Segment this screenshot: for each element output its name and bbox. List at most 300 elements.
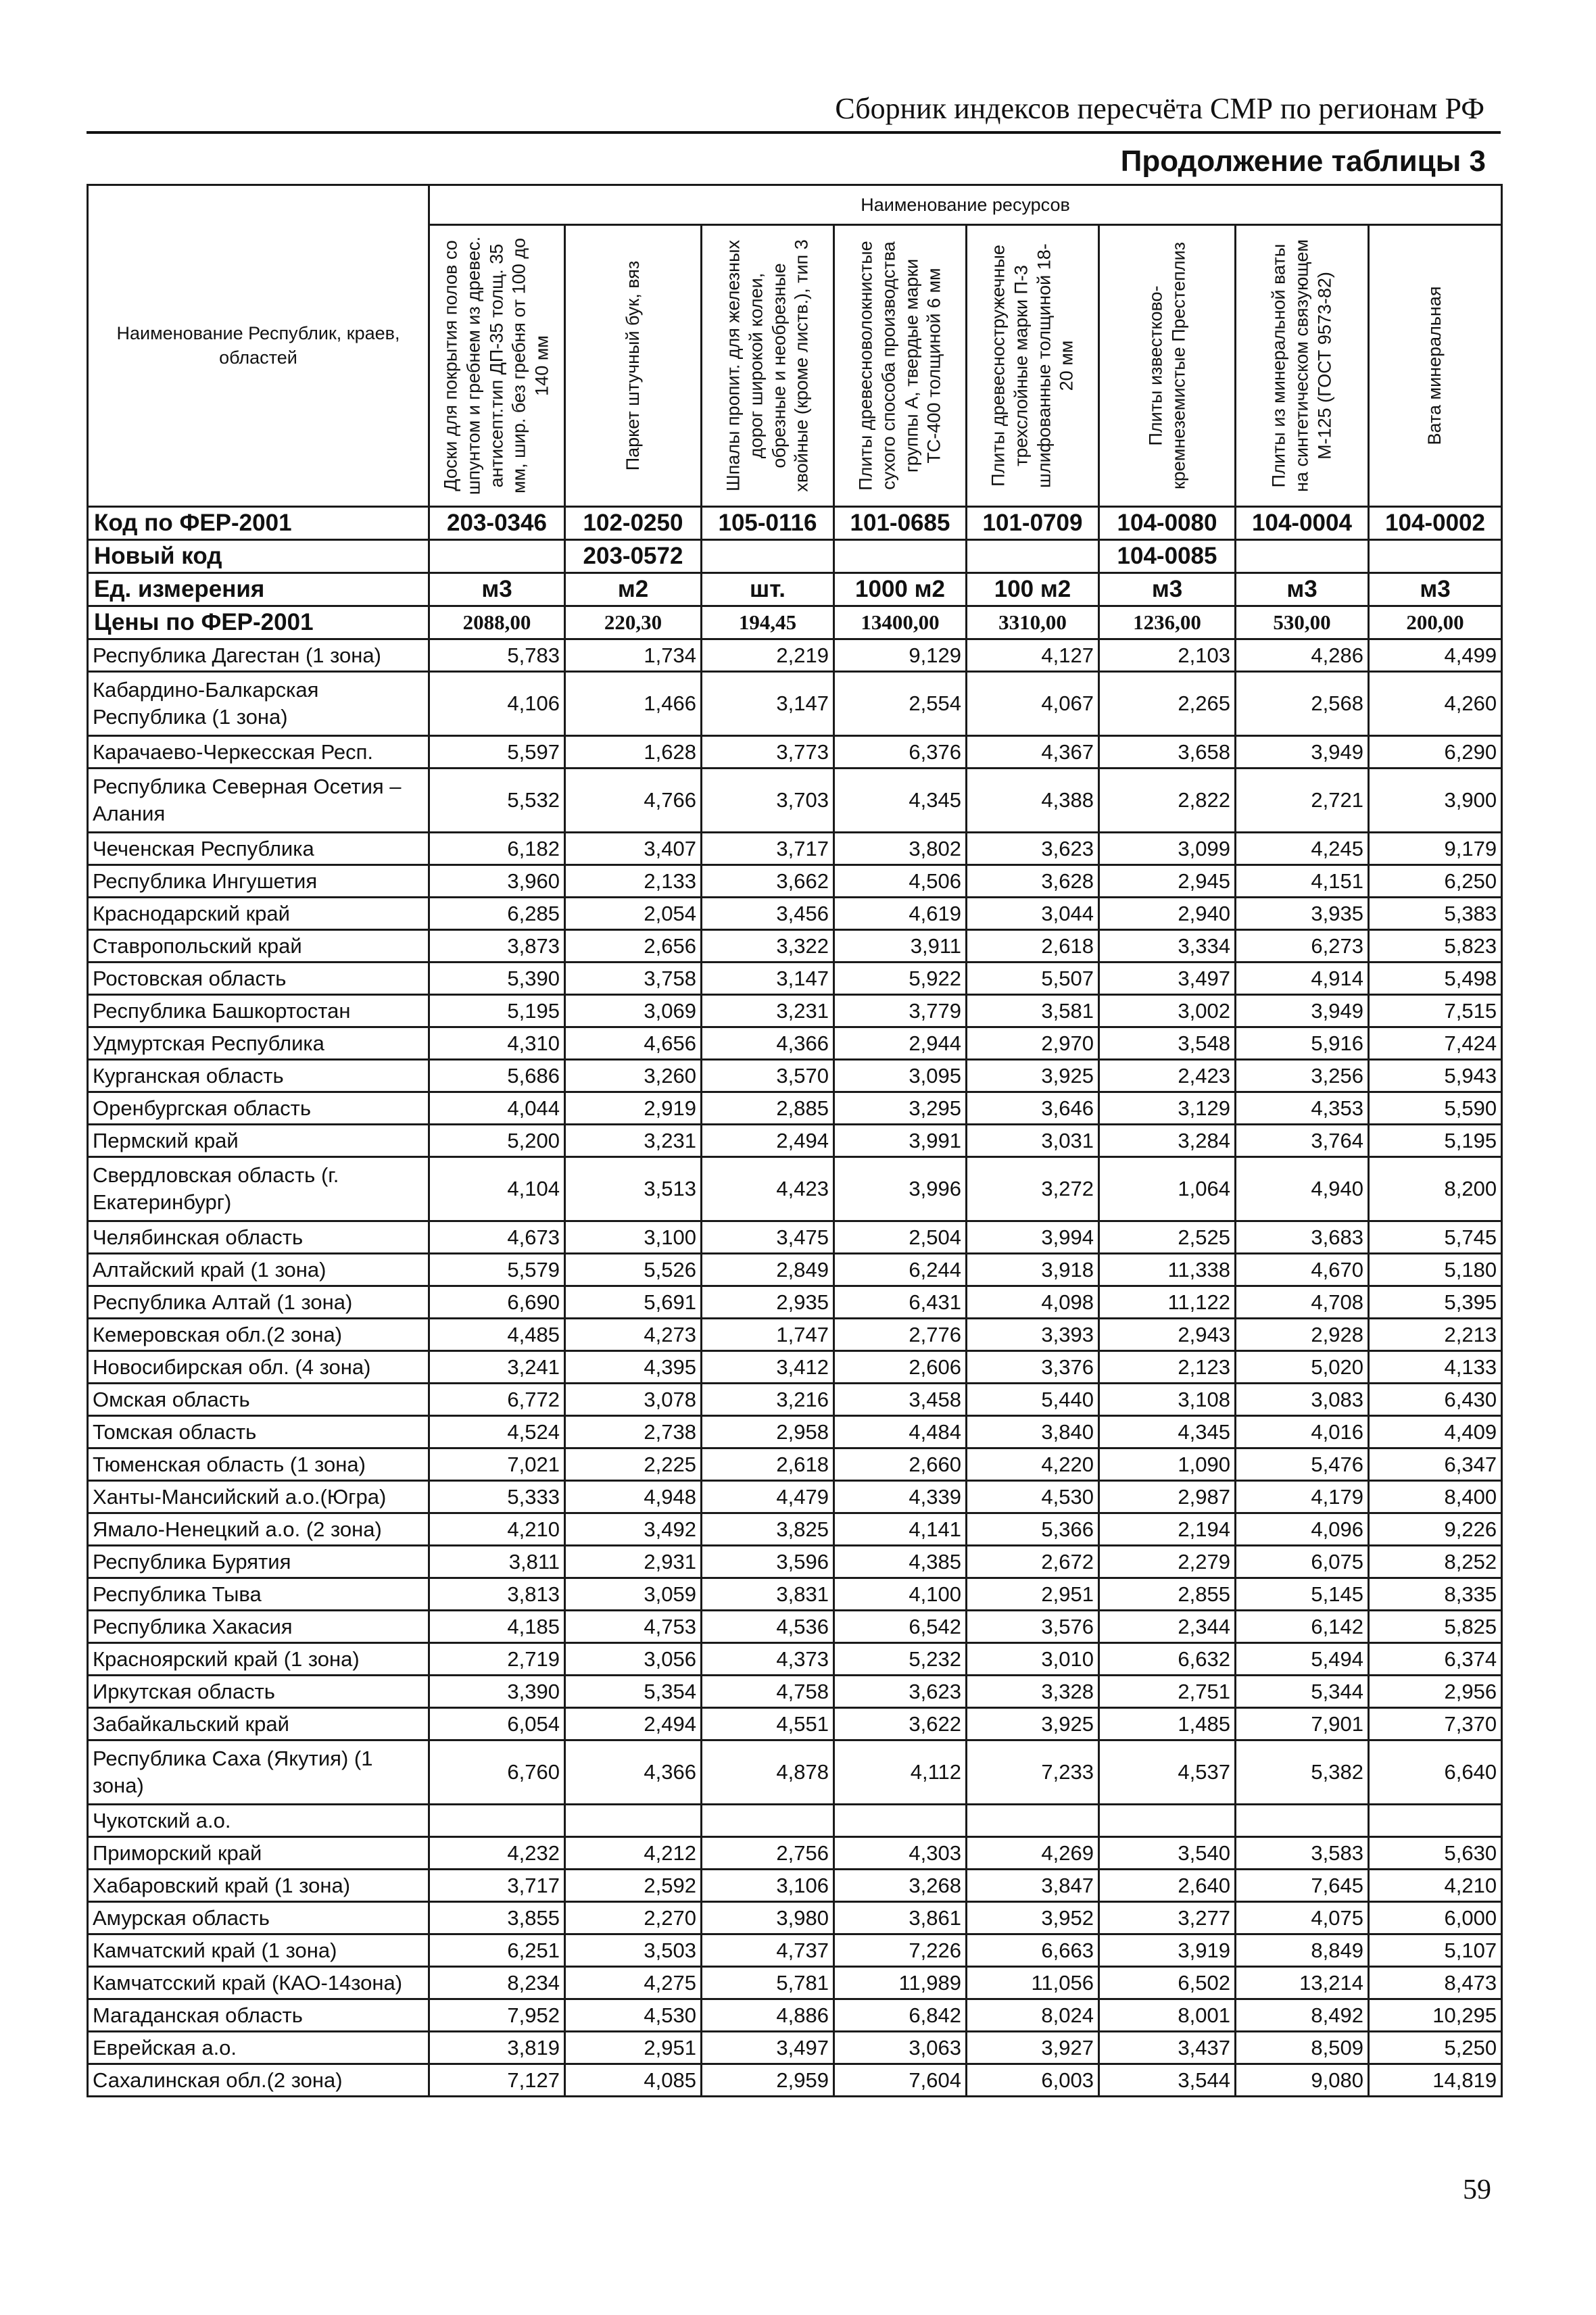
new-code-label: Новый код (88, 540, 429, 573)
index-value-cell: 2,956 (1369, 1676, 1502, 1708)
index-value-cell: 3,095 (834, 1060, 967, 1092)
index-value-cell: 2,885 (702, 1092, 834, 1125)
index-value-cell: 5,498 (1369, 962, 1502, 995)
index-value-cell: 5,943 (1369, 1060, 1502, 1092)
index-value-cell: 5,250 (1369, 2032, 1502, 2064)
resource-column-header (834, 225, 967, 507)
index-value-cell: 4,366 (565, 1740, 702, 1805)
table-row (88, 1157, 1502, 1221)
index-value-cell: 4,367 (967, 736, 1099, 769)
index-value-cell: 11,122 (1099, 1286, 1236, 1319)
index-value-cell: 2,133 (565, 865, 702, 898)
new-code-cell (1236, 540, 1369, 573)
index-value-cell: 2,721 (1236, 769, 1369, 833)
index-value-cell: 3,277 (1099, 1902, 1236, 1934)
region-name-cell: Республика Северная Осетия – Алания (88, 769, 429, 833)
index-value-cell: 3,628 (967, 865, 1099, 898)
unit-cell: м3 (1236, 573, 1369, 606)
index-value-cell: 4,656 (565, 1027, 702, 1060)
region-name-cell: Удмуртская Республика (88, 1027, 429, 1060)
index-value-cell: 3,802 (834, 833, 967, 865)
index-value-cell: 4,106 (429, 672, 565, 736)
index-value-cell: 2,951 (967, 1578, 1099, 1611)
index-value-cell: 2,606 (834, 1351, 967, 1384)
index-value-cell: 8,234 (429, 1967, 565, 1999)
index-value-cell: 2,672 (967, 1546, 1099, 1578)
region-name-cell: Пермский край (88, 1125, 429, 1157)
index-value-cell: 5,366 (967, 1513, 1099, 1546)
index-value-cell: 3,272 (967, 1157, 1099, 1221)
index-value-cell: 2,951 (565, 2032, 702, 2064)
table-row (88, 1805, 1502, 1837)
region-name-cell: Омская область (88, 1384, 429, 1416)
index-value-cell: 2,554 (834, 672, 967, 736)
region-name-cell: Курганская область (88, 1060, 429, 1092)
index-value-cell: 5,383 (1369, 898, 1502, 930)
index-value-cell: 9,080 (1236, 2064, 1369, 2097)
index-value-cell (429, 1805, 565, 1837)
index-value-cell: 2,756 (702, 1837, 834, 1870)
unit-cell: м3 (1099, 573, 1236, 606)
unit-cell: шт. (702, 573, 834, 606)
price-row (88, 606, 1502, 639)
index-value-cell: 11,338 (1099, 1254, 1236, 1286)
index-value-cell: 4,388 (967, 769, 1099, 833)
resource-index-table (87, 184, 1503, 2097)
table-row (88, 1221, 1502, 1254)
table-continuation-title: Продолжение таблицы 3 (1120, 145, 1486, 178)
region-name-cell: Иркутская область (88, 1676, 429, 1708)
index-value-cell: 1,064 (1099, 1157, 1236, 1221)
index-value-cell: 4,016 (1236, 1416, 1369, 1448)
new-code-cell (702, 540, 834, 573)
region-name-cell: Алтайский край (1 зона) (88, 1254, 429, 1286)
index-value-cell: 6,663 (967, 1934, 1099, 1967)
index-value-cell: 3,334 (1099, 930, 1236, 962)
index-value-cell: 6,430 (1369, 1384, 1502, 1416)
index-value-cell: 2,928 (1236, 1319, 1369, 1351)
table-row (88, 672, 1502, 736)
index-value-cell: 3,083 (1236, 1384, 1369, 1416)
index-value-cell: 6,142 (1236, 1611, 1369, 1643)
index-value-cell: 4,373 (702, 1643, 834, 1676)
index-value-cell: 4,112 (834, 1740, 967, 1805)
index-value-cell: 4,104 (429, 1157, 565, 1221)
index-value-cell: 5,180 (1369, 1254, 1502, 1286)
price-cell: 3310,00 (967, 606, 1099, 639)
index-value-cell: 3,260 (565, 1060, 702, 1092)
index-value-cell: 3,847 (967, 1870, 1099, 1902)
index-value-cell: 4,673 (429, 1221, 565, 1254)
index-value-cell: 3,825 (702, 1513, 834, 1546)
index-value-cell: 5,354 (565, 1676, 702, 1708)
index-value-cell: 5,526 (565, 1254, 702, 1286)
index-value-cell: 5,532 (429, 769, 565, 833)
index-value-cell: 2,054 (565, 898, 702, 930)
index-value-cell: 4,948 (565, 1481, 702, 1513)
index-value-cell: 2,219 (702, 639, 834, 672)
index-value-cell: 6,182 (429, 833, 565, 865)
index-value-cell: 3,935 (1236, 898, 1369, 930)
region-name-cell: Камчатсский край (КАО-14зона) (88, 1967, 429, 1999)
index-value-cell: 3,458 (834, 1384, 967, 1416)
index-value-cell: 3,059 (565, 1578, 702, 1611)
index-value-cell: 3,256 (1236, 1060, 1369, 1092)
table-row (88, 2064, 1502, 2097)
region-name-cell: Республика Башкортостан (88, 995, 429, 1027)
resource-column-header (967, 225, 1099, 507)
index-value-cell: 3,570 (702, 1060, 834, 1092)
index-value-cell: 4,506 (834, 865, 967, 898)
table-row (88, 833, 1502, 865)
table-row (88, 1513, 1502, 1546)
index-value-cell: 3,044 (967, 898, 1099, 930)
region-name-cell: Республика Ингушетия (88, 865, 429, 898)
index-value-cell: 3,925 (967, 1708, 1099, 1740)
unit-cell: 1000 м2 (834, 573, 967, 606)
index-value-cell: 3,576 (967, 1611, 1099, 1643)
index-value-cell: 4,878 (702, 1740, 834, 1805)
resource-column-header (1099, 225, 1236, 507)
region-name-cell: Камчатский край (1 зона) (88, 1934, 429, 1967)
index-value-cell: 2,270 (565, 1902, 702, 1934)
index-value-cell: 4,485 (429, 1319, 565, 1351)
index-value-cell: 4,212 (565, 1837, 702, 1870)
index-value-cell: 3,813 (429, 1578, 565, 1611)
fer-code-cell: 104-0002 (1369, 507, 1502, 540)
table-row (88, 769, 1502, 833)
index-value-cell: 8,200 (1369, 1157, 1502, 1221)
index-value-cell: 4,085 (565, 2064, 702, 2097)
resource-column-label: Плиты известково-кремнеземистые Престеплиз (1144, 241, 1188, 490)
index-value-cell: 3,996 (834, 1157, 967, 1221)
index-value-cell (565, 1805, 702, 1837)
index-value-cell: 3,980 (702, 1902, 834, 1934)
index-value-cell: 3,622 (834, 1708, 967, 1740)
index-value-cell: 3,497 (702, 2032, 834, 2064)
table-row (88, 1448, 1502, 1481)
index-value-cell: 3,683 (1236, 1221, 1369, 1254)
region-name-cell: Магаданская область (88, 1999, 429, 2032)
table-row (88, 1643, 1502, 1676)
index-value-cell: 3,390 (429, 1676, 565, 1708)
index-value-cell: 4,133 (1369, 1351, 1502, 1384)
index-value-cell: 7,901 (1236, 1708, 1369, 1740)
index-value-cell: 5,579 (429, 1254, 565, 1286)
index-value-cell: 4,100 (834, 1578, 967, 1611)
index-value-cell: 3,779 (834, 995, 967, 1027)
index-value-cell: 9,226 (1369, 1513, 1502, 1546)
table-row (88, 930, 1502, 962)
index-value-cell: 2,592 (565, 1870, 702, 1902)
index-value-cell: 2,935 (702, 1286, 834, 1319)
index-value-cell: 6,842 (834, 1999, 967, 2032)
region-name-cell: Кемеровская обл.(2 зона) (88, 1319, 429, 1351)
index-value-cell: 4,886 (702, 1999, 834, 2032)
index-value-cell: 3,918 (967, 1254, 1099, 1286)
region-name-cell: Еврейская а.о. (88, 2032, 429, 2064)
index-value-cell: 3,581 (967, 995, 1099, 1027)
index-value-cell (702, 1805, 834, 1837)
index-value-cell: 3,063 (834, 2032, 967, 2064)
table-row (88, 736, 1502, 769)
index-value-cell: 8,252 (1369, 1546, 1502, 1578)
index-value-cell: 2,279 (1099, 1546, 1236, 1578)
new-code-cell (967, 540, 1099, 573)
region-name-cell: Забайкальский край (88, 1708, 429, 1740)
resource-column-header (429, 225, 565, 507)
index-value-cell: 4,098 (967, 1286, 1099, 1319)
index-value-cell: 4,940 (1236, 1157, 1369, 1221)
index-value-cell: 4,345 (1099, 1416, 1236, 1448)
index-value-cell: 7,424 (1369, 1027, 1502, 1060)
index-value-cell: 7,021 (429, 1448, 565, 1481)
index-value-cell: 3,078 (565, 1384, 702, 1416)
index-value-cell: 4,232 (429, 1837, 565, 1870)
index-value-cell: 6,054 (429, 1708, 565, 1740)
index-value-cell: 7,515 (1369, 995, 1502, 1027)
table-row (88, 898, 1502, 930)
table-row (88, 1481, 1502, 1513)
index-value-cell: 2,987 (1099, 1481, 1236, 1513)
region-name-cell: Хабаровский край (1 зона) (88, 1870, 429, 1902)
index-value-cell: 6,772 (429, 1384, 565, 1416)
table-row (88, 962, 1502, 995)
index-value-cell: 3,129 (1099, 1092, 1236, 1125)
index-value-cell: 3,497 (1099, 962, 1236, 995)
index-value-cell: 5,020 (1236, 1351, 1369, 1384)
table-row (88, 1708, 1502, 1740)
index-value-cell: 2,494 (702, 1125, 834, 1157)
index-value-cell: 3,717 (702, 833, 834, 865)
index-value-cell: 4,210 (1369, 1870, 1502, 1902)
index-value-cell: 3,994 (967, 1221, 1099, 1254)
index-value-cell: 9,179 (1369, 833, 1502, 865)
index-value-cell: 6,000 (1369, 1902, 1502, 1934)
index-value-cell: 6,250 (1369, 865, 1502, 898)
index-value-cell: 3,231 (565, 1125, 702, 1157)
index-value-cell: 7,645 (1236, 1870, 1369, 1902)
index-value-cell: 3,811 (429, 1546, 565, 1578)
index-value-cell: 7,370 (1369, 1708, 1502, 1740)
index-value-cell: 3,703 (702, 769, 834, 833)
index-value-cell: 2,568 (1236, 672, 1369, 736)
page-number: 59 (1463, 2174, 1491, 2206)
table-row (88, 1060, 1502, 1092)
index-value-cell: 3,773 (702, 736, 834, 769)
index-value-cell: 6,376 (834, 736, 967, 769)
index-value-cell: 1,466 (565, 672, 702, 736)
index-value-cell: 3,456 (702, 898, 834, 930)
fer-code-row (88, 507, 1502, 540)
table-row (88, 1416, 1502, 1448)
index-value-cell: 11,989 (834, 1967, 967, 1999)
index-value-cell: 4,179 (1236, 1481, 1369, 1513)
index-value-cell: 5,390 (429, 962, 565, 995)
region-name-cell: Ставропольский край (88, 930, 429, 962)
resource-column-label: Плиты из минеральной ваты на синтетическом связующем М-125 (ГОСТ 9573-82) (1268, 239, 1334, 492)
index-value-cell: 3,925 (967, 1060, 1099, 1092)
index-value-cell: 3,002 (1099, 995, 1236, 1027)
table-row (88, 995, 1502, 1027)
index-value-cell: 1,734 (565, 639, 702, 672)
index-value-cell: 2,656 (565, 930, 702, 962)
index-value-cell: 2,719 (429, 1643, 565, 1676)
index-value-cell: 5,691 (565, 1286, 702, 1319)
index-value-cell: 2,970 (967, 1027, 1099, 1060)
index-value-cell: 6,542 (834, 1611, 967, 1643)
index-value-cell: 4,141 (834, 1513, 967, 1546)
region-name-cell: Челябинская область (88, 1221, 429, 1254)
index-value-cell: 4,185 (429, 1611, 565, 1643)
index-value-cell: 4,310 (429, 1027, 565, 1060)
index-value-cell: 3,492 (565, 1513, 702, 1546)
index-value-cell: 5,597 (429, 736, 565, 769)
index-value-cell: 5,333 (429, 1481, 565, 1513)
table-row (88, 865, 1502, 898)
price-cell: 194,45 (702, 606, 834, 639)
index-value-cell: 2,776 (834, 1319, 967, 1351)
fer-code-cell: 104-0080 (1099, 507, 1236, 540)
new-code-row (88, 540, 1502, 573)
index-value-cell: 4,409 (1369, 1416, 1502, 1448)
table-row (88, 1027, 1502, 1060)
resource-column-label: Плиты древесноволокнистые сухого способа производства группы А, твердые марки ТС-400 толщиной 6 мм (855, 241, 944, 491)
index-value-cell: 4,766 (565, 769, 702, 833)
index-value-cell: 8,001 (1099, 1999, 1236, 2032)
index-value-cell: 5,200 (429, 1125, 565, 1157)
resource-column-header (565, 225, 702, 507)
index-value-cell: 3,952 (967, 1902, 1099, 1934)
region-name-cell: Амурская область (88, 1902, 429, 1934)
price-cell: 1236,00 (1099, 606, 1236, 639)
index-value-cell: 7,233 (967, 1740, 1099, 1805)
index-value-cell: 3,503 (565, 1934, 702, 1967)
index-value-cell: 4,210 (429, 1513, 565, 1546)
index-value-cell: 14,819 (1369, 2064, 1502, 2097)
index-value-cell: 3,831 (702, 1578, 834, 1611)
index-value-cell: 3,241 (429, 1351, 565, 1384)
table-row (88, 1611, 1502, 1643)
table-row (88, 639, 1502, 672)
index-value-cell: 4,345 (834, 769, 967, 833)
index-value-cell (1099, 1805, 1236, 1837)
index-value-cell (834, 1805, 967, 1837)
index-value-cell: 8,335 (1369, 1578, 1502, 1611)
index-value-cell: 2,194 (1099, 1513, 1236, 1546)
index-value-cell: 8,024 (967, 1999, 1099, 2032)
price-cell: 530,00 (1236, 606, 1369, 639)
index-value-cell: 2,265 (1099, 672, 1236, 736)
table-row (88, 1286, 1502, 1319)
index-value-cell: 4,339 (834, 1481, 967, 1513)
index-value-cell: 2,123 (1099, 1351, 1236, 1384)
resource-column-header (1236, 225, 1369, 507)
index-value-cell: 3,106 (702, 1870, 834, 1902)
index-value-cell: 3,540 (1099, 1837, 1236, 1870)
region-name-cell: Свердловская область (г. Екатеринбург) (88, 1157, 429, 1221)
index-value-cell: 3,544 (1099, 2064, 1236, 2097)
index-value-cell: 2,943 (1099, 1319, 1236, 1351)
index-value-cell: 5,440 (967, 1384, 1099, 1416)
index-value-cell: 2,751 (1099, 1676, 1236, 1708)
index-value-cell: 2,640 (1099, 1870, 1236, 1902)
index-value-cell: 6,285 (429, 898, 565, 930)
region-name-cell: Кабардино-Балкарская Республика (1 зона) (88, 672, 429, 736)
index-value-cell: 6,244 (834, 1254, 967, 1286)
index-value-cell: 4,530 (967, 1481, 1099, 1513)
index-value-cell: 3,911 (834, 930, 967, 962)
price-cell: 200,00 (1369, 606, 1502, 639)
index-value-cell: 2,849 (702, 1254, 834, 1286)
index-value-cell: 7,952 (429, 1999, 565, 2032)
index-value-cell: 5,382 (1236, 1740, 1369, 1805)
index-value-cell: 1,628 (565, 736, 702, 769)
index-value-cell: 3,717 (429, 1870, 565, 1902)
index-value-cell: 3,031 (967, 1125, 1099, 1157)
index-value-cell: 2,225 (565, 1448, 702, 1481)
index-value-cell: 5,630 (1369, 1837, 1502, 1870)
region-name-cell: Ямало-Ненецкий а.о. (2 зона) (88, 1513, 429, 1546)
index-value-cell: 4,044 (429, 1092, 565, 1125)
index-value-cell: 3,100 (565, 1221, 702, 1254)
table-row (88, 1319, 1502, 1351)
index-value-cell: 6,632 (1099, 1643, 1236, 1676)
index-value-cell: 4,536 (702, 1611, 834, 1643)
index-value-cell: 3,596 (702, 1546, 834, 1578)
index-value-cell: 5,590 (1369, 1092, 1502, 1125)
unit-cell: м3 (429, 573, 565, 606)
index-value-cell: 7,604 (834, 2064, 967, 2097)
index-value-cell: 3,919 (1099, 1934, 1236, 1967)
index-value-cell: 3,646 (967, 1092, 1099, 1125)
unit-cell: м2 (565, 573, 702, 606)
fer-code-cell: 203-0346 (429, 507, 565, 540)
index-value-cell: 3,412 (702, 1351, 834, 1384)
index-value-cell: 5,825 (1369, 1611, 1502, 1643)
index-value-cell: 3,056 (565, 1643, 702, 1676)
index-value-cell: 3,758 (565, 962, 702, 995)
region-name-cell: Ростовская область (88, 962, 429, 995)
index-value-cell: 3,513 (565, 1157, 702, 1221)
index-value-cell: 6,502 (1099, 1967, 1236, 1999)
index-value-cell: 6,273 (1236, 930, 1369, 962)
index-value-cell: 3,960 (429, 865, 565, 898)
index-value-cell: 2,494 (565, 1708, 702, 1740)
index-value-cell: 2,959 (702, 2064, 834, 2097)
index-value-cell: 8,492 (1236, 1999, 1369, 2032)
index-value-cell: 8,509 (1236, 2032, 1369, 2064)
region-name-cell: Приморский край (88, 1837, 429, 1870)
region-name-cell: Чукотский а.о. (88, 1805, 429, 1837)
index-value-cell: 3,099 (1099, 833, 1236, 865)
index-value-cell: 4,530 (565, 1999, 702, 2032)
index-value-cell: 4,260 (1369, 672, 1502, 736)
region-name-cell: Республика Дагестан (1 зона) (88, 639, 429, 672)
index-value-cell: 5,195 (1369, 1125, 1502, 1157)
index-value-cell: 7,127 (429, 2064, 565, 2097)
index-value-cell: 6,075 (1236, 1546, 1369, 1578)
region-name-cell: Томская область (88, 1416, 429, 1448)
fer-code-cell: 105-0116 (702, 507, 834, 540)
index-value-cell: 1,090 (1099, 1448, 1236, 1481)
index-value-cell: 2,344 (1099, 1611, 1236, 1643)
price-label: Цены по ФЕР-2001 (88, 606, 429, 639)
resource-column-label: Вата минеральная (1424, 286, 1445, 445)
resource-column-label: Доски для покрытия полов со шпунтом и гребнем из древес. антисепт.тип ДП-35 толщ. 35 мм, шир. без гребня от 100 до 140 мм (440, 236, 552, 495)
index-value-cell: 2,931 (565, 1546, 702, 1578)
index-value-cell: 2,423 (1099, 1060, 1236, 1092)
